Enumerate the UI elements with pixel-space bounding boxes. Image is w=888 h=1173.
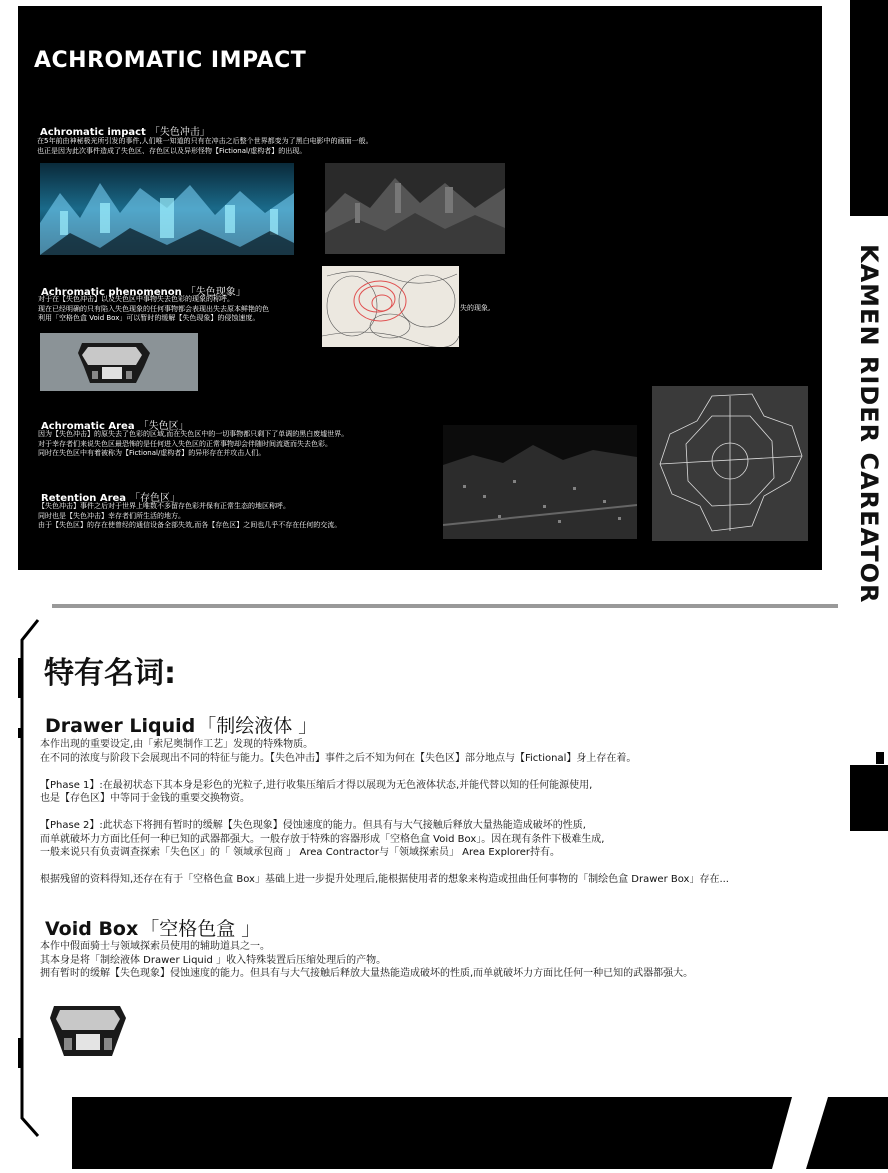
term-title-drawer-liquid: Drawer Liquid 「制绘液体 」: [45, 715, 318, 737]
side-bar-bottom: [850, 765, 888, 831]
left-bracket-decoration: [16, 618, 40, 1138]
gray-city-image: [325, 163, 505, 254]
side-vertical-title: KAMEN RIDER CAREATOR: [855, 244, 883, 604]
term-body-void-box: 本作中假面骑士与领域探索员使用的辅助道具之一。 其本身是将「制绘液体 Drawer Liquid 」收入特殊装置后压缩处理后的产物。 拥有暂时的缓解【失色现象】侵蚀速度的能力。但具有与大气接触后释放大量热能造成破坏的性质,而单就破坏力方面比任何一种已知的武器都强大。: [40, 941, 694, 979]
section-divider: [52, 604, 838, 608]
term-title-void-box: Void Box 「空格色盒 」: [45, 918, 261, 940]
section-title-impact: Achromatic impact 「失色冲击」: [40, 127, 210, 138]
section-body-retention: 【失色冲击】事件之后对于世界上唯数不多留存色彩并保有正常生态的地区称呼。 同时也是【失色冲击】幸存者们所生活的地方。 由于【失色区】的存在使曾经的通信设备全部失效,而各【存色区】之间也几乎不存在任何的交流。: [38, 502, 342, 529]
map-image: [652, 386, 808, 541]
section-body-area: 因为【失色冲击】的原失去了色彩的区域,而在失色区中的一切事物都只剩下了单调的黑白废墟世界。 对于幸存者们来说失色区最恐怖的是任何进入失色区的正常事物却会伴随时间流逝而失去色彩。 同时在失色区中有着被称为【Fictional/虚构者】的异形存在并攻击人们。: [38, 430, 349, 457]
night-city-image: [443, 425, 637, 539]
void-box-image: [50, 1004, 126, 1058]
bottom-corner-decoration: [772, 1097, 888, 1169]
section-title-phenomenon: Achromatic phenomenon 「失色现象」: [41, 287, 246, 298]
term-body-drawer-liquid: 本作出现的重要设定,由「索尼奥制作工艺」发现的特殊物质。 在不同的浓度与阶段下会展现出不同的特征与能力。【失色冲击】事件之后不知为何在【失色区】部分地点与【Fictional】身上存在着。 【Phase 1】:在最初状态下其本身是彩色的光粒子,进行收集压缩后才得以展现为无色液体状态,并能代替以知的任何能源使用, 也是【存色区】中等同于金钱的重要交换物资。 【Phase 2】:此状态下将拥有暂时的缓解【失色现象】侵蚀速度的能力。但具有与大气接触后释放大量热能造成破坏的性质, 而单就破坏力方面比任何一种已知的武器都强大。一般存放于特殊的容器形成「空格色盒 Void Box」。因在现有条件下极难生成, 一般来说只有负责调查探索「失色区」的「 领域承包商 」 Area Contractor与「领域探索员」 Area Explorer持有。 根据残留的资料得知,还存在有于「空格色盒 Box」基础上进一步提升处理后,能根据使用者的想象来构造或扭曲任何事物的「制绘色盒 Drawer Box」存在...: [40, 739, 729, 885]
side-bar-top: [850, 0, 888, 216]
section-body-phenomenon-tail: 失的现象,: [460, 304, 491, 312]
section-body-impact: 在5年前由神秘极光所引发的事件,人们唯一知道的只有在冲击之后整个世界都变为了黑白电影中的画面一般。 也正是因为此次事件造成了失色区、存色区以及异形怪物【Fictional/虚构者】的出现。: [37, 137, 373, 155]
bottom-bar: [72, 1097, 772, 1169]
terms-heading: 特有名词:: [44, 656, 176, 691]
sketch-image: [322, 266, 459, 347]
section-title-area: Achromatic Area 「失色区」: [41, 421, 189, 432]
void-box-image-small: [40, 333, 198, 391]
section-title-retention: Retention Area 「存色区」: [41, 493, 181, 504]
side-tick: [876, 752, 884, 764]
blue-city-image: [40, 163, 294, 255]
panel-title: ACHROMATIC IMPACT: [34, 48, 307, 73]
section-body-phenomenon: 对于在【失色冲击】以及失色区中事物失去色彩的现象的称呼。 现在已经明确的只有陷入失色现象的任何事物都会表现出失去原本鲜艳的色 利用「空格色盒 Void Box」可以暂时的缓解【失色现象】的侵蚀速度。: [38, 295, 269, 322]
